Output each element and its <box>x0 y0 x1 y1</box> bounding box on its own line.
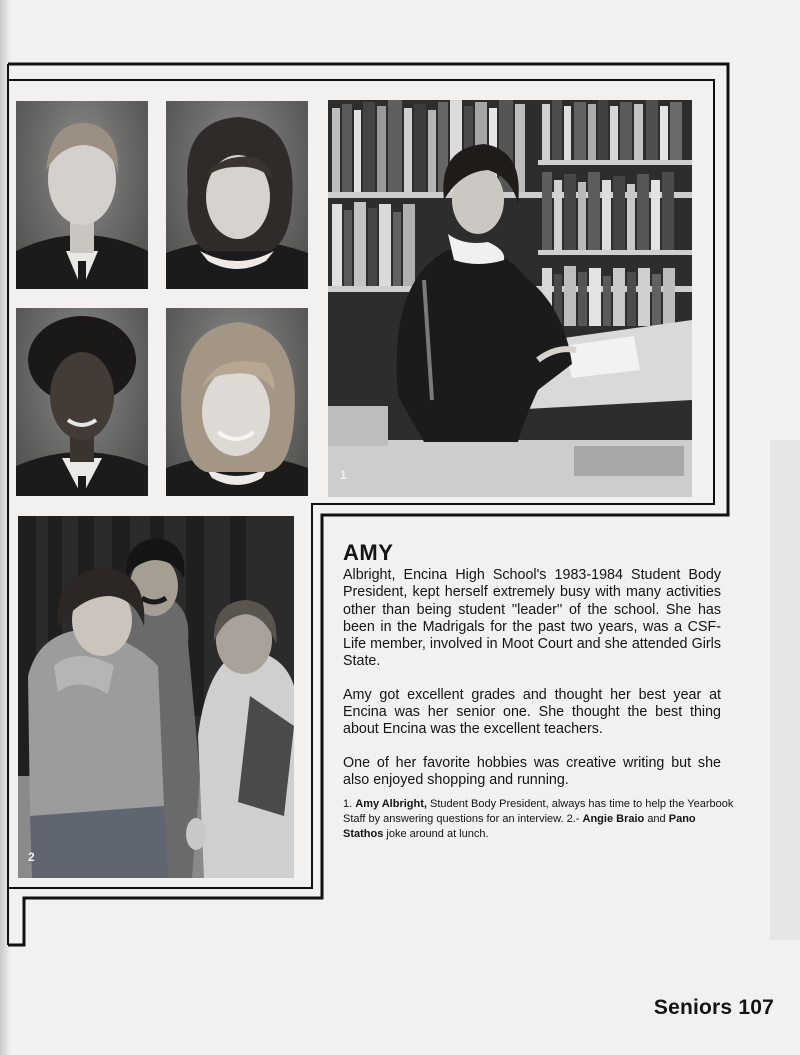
photo-number-1: 1 <box>340 468 347 482</box>
article-heading: AMY <box>343 540 394 565</box>
photo-caption <box>343 797 735 842</box>
portrait-photo-1 <box>16 101 148 289</box>
section-label: Seniors <box>653 996 733 1019</box>
library-photo <box>328 100 692 497</box>
caption-number-2: 2.- <box>566 813 580 826</box>
article-paragraph-2: Amy got excellent grades and thought her best year at Encina was her senior one. She thought the best thing about Encina was the excellent teachers. <box>343 686 721 738</box>
page-number: 107 <box>738 996 774 1019</box>
caption-name-pano-stathos: Pano Stathos <box>343 813 696 841</box>
page-footer <box>654 996 774 1020</box>
lunch-photo <box>18 516 294 878</box>
article-paragraph-1: Albright, Encina High School's 1983-1984 Student Body President, kept herself extremely busy with many activities other than being student ''leader'' of the school. She has been in the Madrigals for the past two years, was a CSF-Life member, involved in Moot Court and she attended Girls State. <box>343 567 721 670</box>
article-text <box>343 540 734 842</box>
caption-text-1: Student Body President, always has time to help the Yearbook Staff by answering questions for an interview. <box>343 798 734 826</box>
caption-number-1: 1. <box>343 798 353 811</box>
article-paragraph-3: One of her favorite hobbies was creative writing but she also enjoyed shopping and running. <box>343 754 721 788</box>
portrait-photo-4 <box>166 308 308 496</box>
portrait-photo-3 <box>16 308 148 496</box>
caption-and: and <box>647 813 666 826</box>
portrait-photo-2 <box>166 101 308 289</box>
photo-number-2: 2 <box>28 850 35 864</box>
caption-text-2: joke around at lunch. <box>386 828 489 841</box>
caption-name-angie-braio: Angie Braio <box>582 813 645 826</box>
caption-name-amy-albright: Amy Albright, <box>355 798 427 811</box>
